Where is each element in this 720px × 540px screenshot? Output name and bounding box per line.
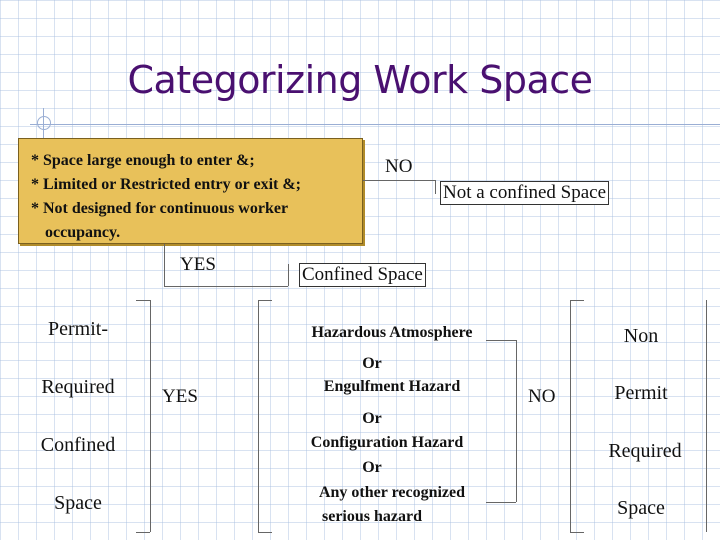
left-bracket-vertical — [150, 300, 151, 532]
right-column-line: Permit — [614, 382, 668, 404]
criteria-line: * Not designed for continuous worker — [31, 200, 289, 217]
right-no-label: NO — [528, 386, 556, 407]
left-column-line: Permit- — [48, 318, 108, 340]
hazard-bracket-vertical — [258, 300, 259, 532]
connector-no-horizontal — [363, 180, 435, 181]
hazard-line: serious hazard — [322, 508, 422, 525]
hazard-line: Hazardous Atmosphere — [311, 324, 473, 341]
criteria-line: * Space large enough to enter &; — [31, 152, 255, 169]
not-confined-space-box: Not a confined Space — [440, 181, 609, 205]
left-column-line: Space — [54, 492, 102, 514]
hazard-or: Or — [362, 355, 382, 372]
connector-confined-vertical — [288, 264, 289, 286]
crosshair-circle — [37, 116, 51, 130]
criteria-box — [18, 138, 363, 244]
hazard-line: Engulfment Hazard — [323, 378, 461, 395]
hazard-line: Configuration Hazard — [310, 434, 464, 451]
right-column-line: Required — [608, 440, 682, 462]
right-bracket-top — [486, 340, 516, 341]
non-permit-bracket-top — [570, 300, 584, 301]
connector-no-vertical — [435, 180, 436, 194]
connector-yes-vertical — [164, 244, 165, 286]
crosshair-horizontal-line — [30, 124, 720, 125]
right-bracket-bottom — [486, 502, 516, 503]
criteria-line: * Limited or Restricted entry or exit &; — [31, 176, 301, 193]
left-bracket-bottom — [136, 532, 150, 533]
connector-yes-horizontal — [164, 286, 288, 287]
non-permit-bracket-right — [706, 300, 707, 532]
left-column-line: Confined — [40, 434, 116, 456]
top-yes-label: YES — [180, 254, 216, 275]
top-no-label: NO — [385, 156, 413, 177]
slide-title: Categorizing Work Space — [127, 58, 593, 102]
left-column-line: Required — [41, 376, 115, 398]
mid-yes-label: YES — [162, 386, 198, 407]
hazard-line: Any other recognized — [318, 484, 466, 501]
right-column-line: Space — [617, 497, 665, 519]
left-bracket-top — [136, 300, 150, 301]
right-bracket-vertical — [516, 340, 517, 502]
hazard-bracket-bottom — [258, 532, 272, 533]
non-permit-bracket-bottom — [570, 532, 584, 533]
right-column-line: Non — [623, 325, 659, 347]
confined-space-box: Confined Space — [299, 263, 426, 287]
hazard-or: Or — [362, 410, 382, 427]
criteria-line: occupancy. — [45, 224, 121, 241]
non-permit-bracket-vertical — [570, 300, 571, 532]
hazard-bracket-top — [258, 300, 272, 301]
hazard-or: Or — [362, 459, 382, 476]
